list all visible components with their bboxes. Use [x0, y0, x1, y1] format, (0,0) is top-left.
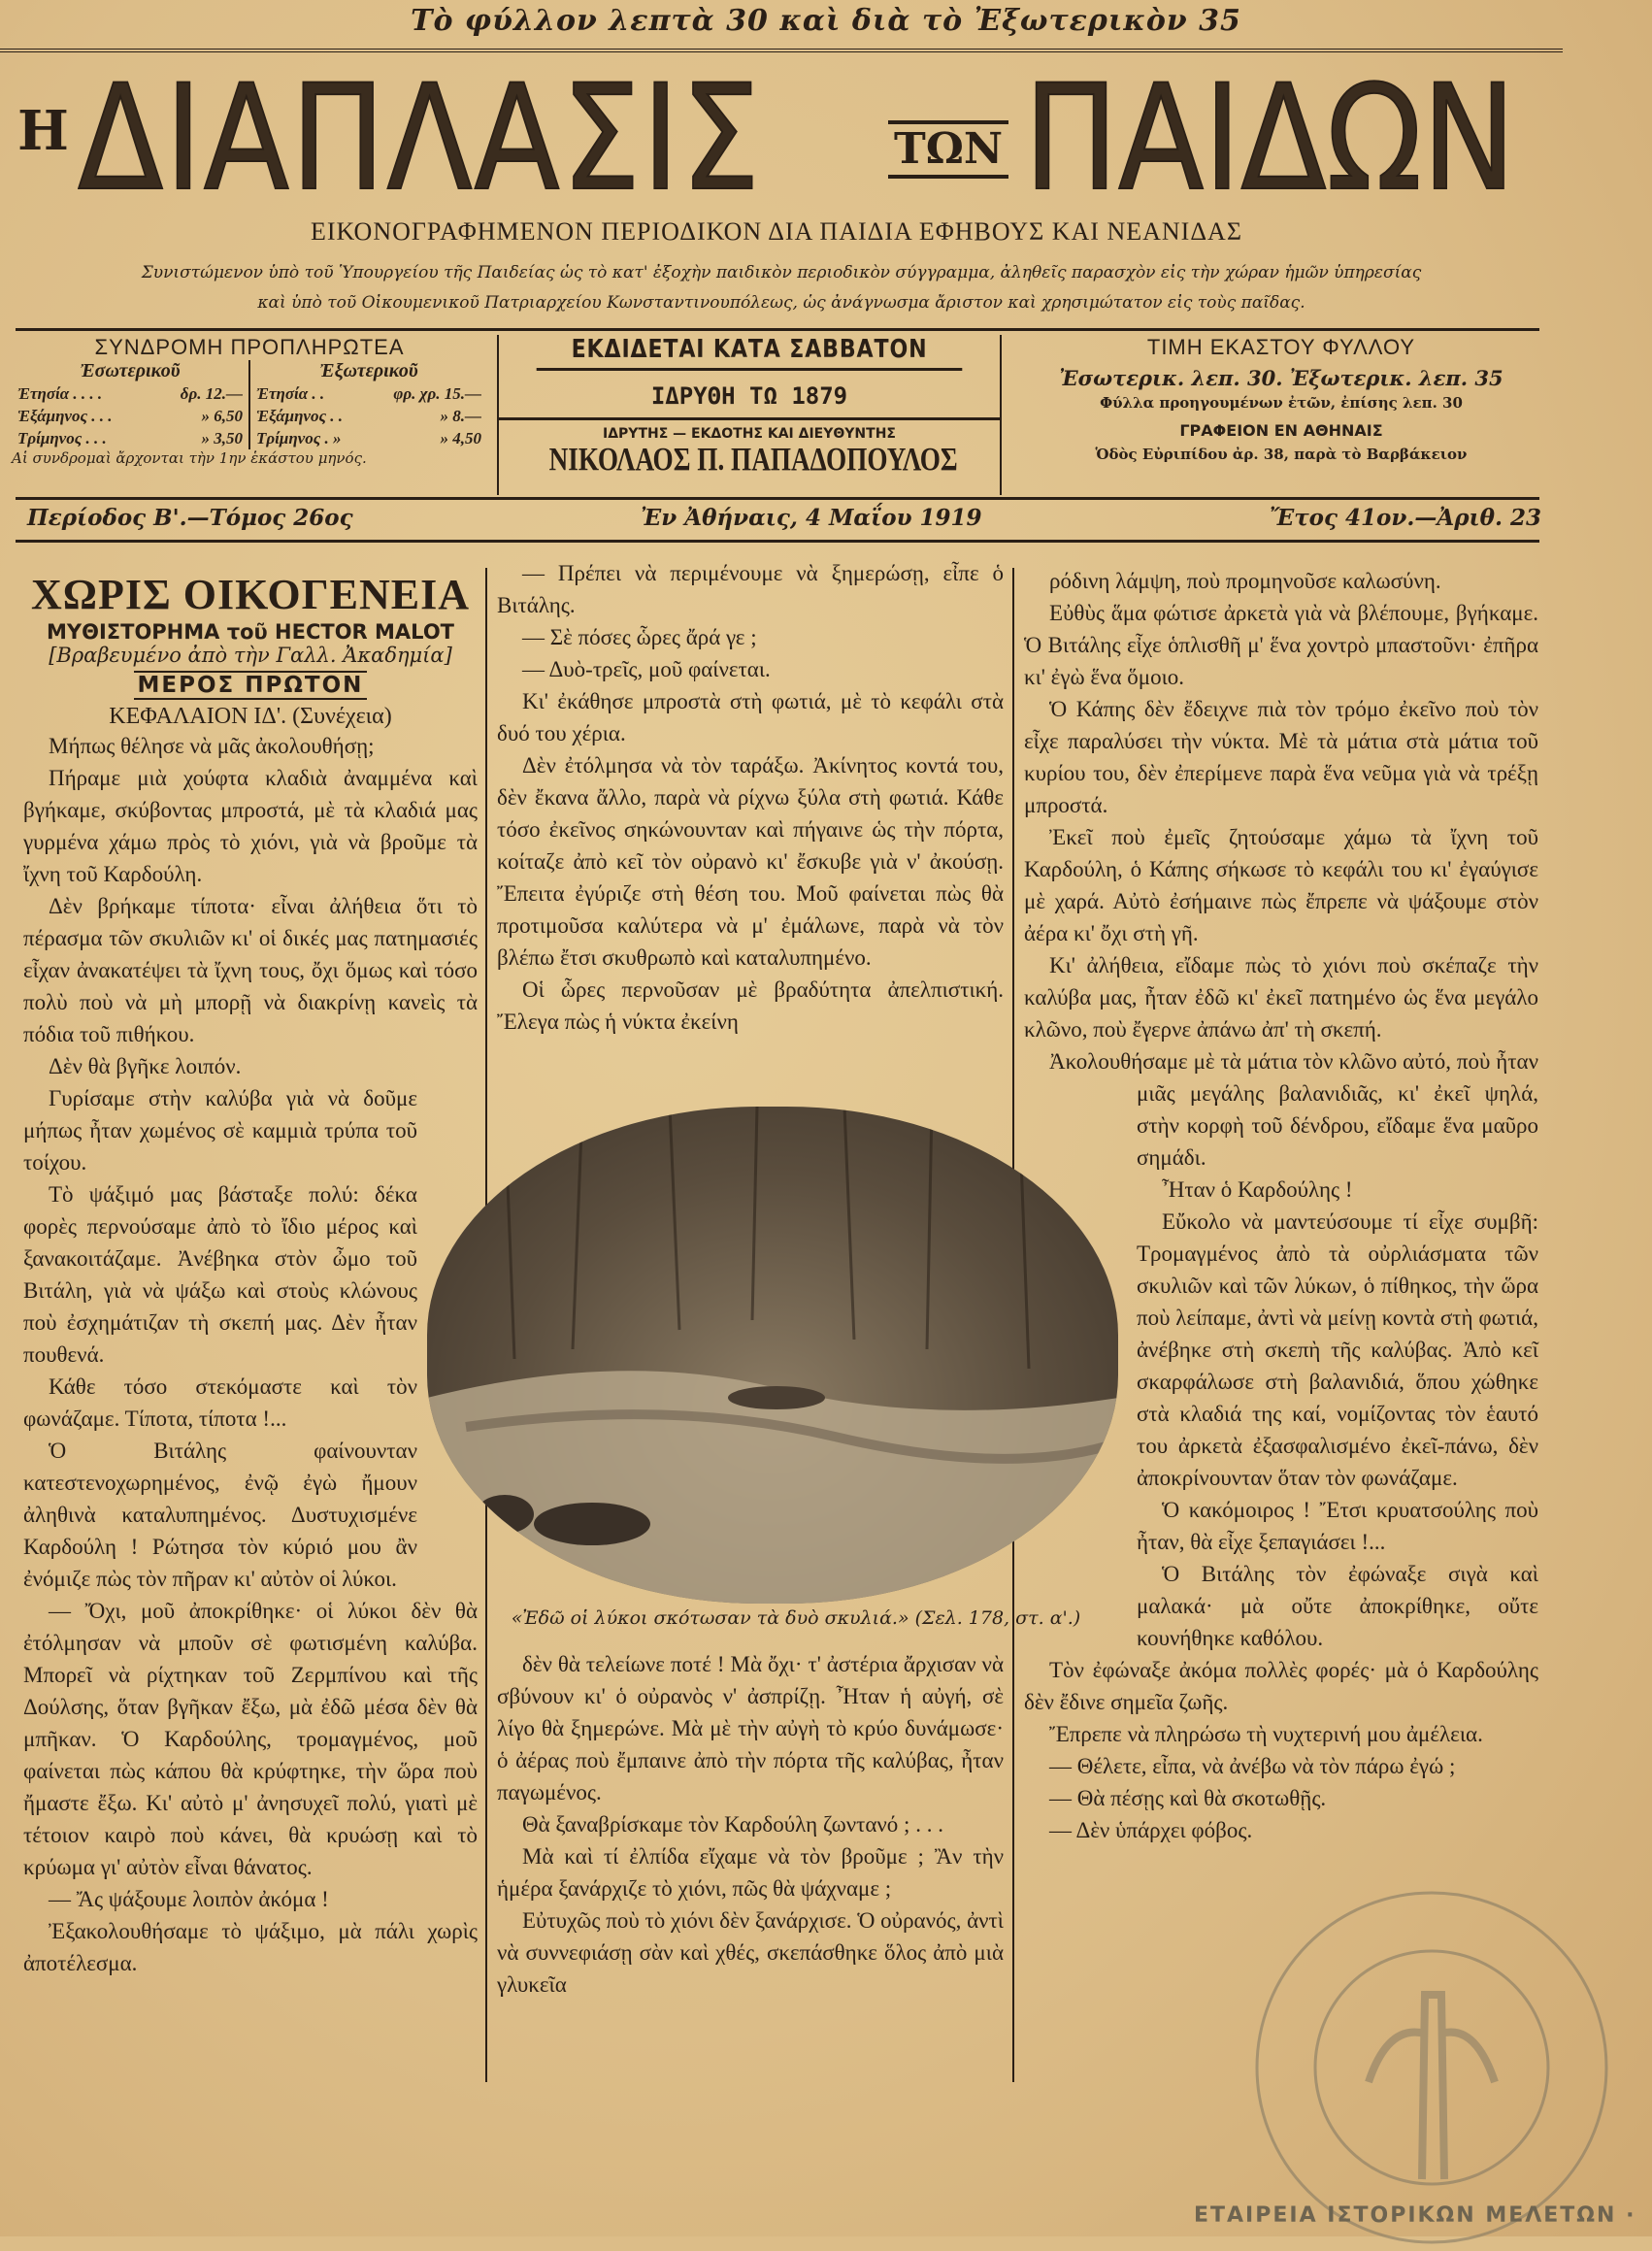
subscription-heading: ΣΥΝΔΡΟΜΗ ΠΡΟΠΛΗΡΩΤΕΑ	[94, 335, 405, 359]
price: » 3,50	[201, 429, 243, 447]
archive-stamp	[1252, 1888, 1611, 2247]
paragraph: Πήραμε μιὰ χούφτα κλαδιὰ ἀναμμένα καὶ βγήκαμε, σκύβοντας μπροστά, μὲ τὰ κλαδιά μας γυρμένα χάμω πρὸς τὸ χιόνι, γιὰ νὰ βροῦμε τὰ ἴχνη τοῦ Καρδούλη.	[23, 766, 478, 886]
wolves-illustration	[427, 1107, 1118, 1604]
price-box	[1009, 335, 1553, 495]
paragraph: Εὐθὺς ἅμα φώτισε ἀρκετὰ γιὰ νὰ βλέπουμε, βγήκαμε. Ὁ Βιτάλης εἶχε ὁπλισθῆ μ' ἕνα χοντρὸ μπαστοῦνι· ἐπῆρα κι' ἐγὼ ἕνα ὅμοιο.	[1024, 601, 1538, 689]
period: Ἐτησία . . . .	[17, 384, 103, 403]
paragraph: — Ἄς ψάξουμε λοιπὸν ἀκόμα !	[49, 1887, 329, 1911]
period: Τρίμηνος . »	[256, 429, 342, 447]
approval-line: καὶ ὑπὸ τοῦ Οἰκουμενικοῦ Πατριαρχείου Κωνσταντινουπόλεως, ὡς ἀνάγνωσμα ἄριστον καὶ χρησιμώτατον εἰς τοὺς παῖδας.	[257, 293, 1305, 313]
office-address: Ὁδὸς Εὐριπίδου ἀρ. 38, παρὰ τὸ Βαρβάκειον	[1095, 446, 1468, 463]
paragraph: Τὸ ψάξιμό μας βάσταξε πολύ: δέκα φορὲς περνούσαμε ἀπὸ τὸ ἴδιο μέρος καὶ ξανακοιτάζαμε. Ἀνέβηκα στὸν ὦμο τοῦ Βιτάλη, γιὰ νὰ ψάξω καὶ στοὺς κλώνους ποὺ ἐσχημάτιζαν τὴ σκεπή μας. Δὲν ἦταν πουθενά.	[23, 1182, 417, 1367]
article-award: [Βραβευμένο ἀπὸ τὴν Γαλλ. Ἀκαδημία]	[49, 644, 452, 667]
paragraph: Οἱ ὧρες περνοῦσαν μὲ βραδύτητα ἀπελπιστική. Ἔλεγα πὼς ἡ νύκτα ἐκείνη	[497, 977, 1004, 1034]
paragraph: Μὰ καὶ τί ἐλπίδα εἴχαμε νὰ τὸν βροῦμε ; Ἂν τὴν ἡμέρα ξανάρχιζε τὸ χιόνι, πῶς θὰ ψάχναμε ;	[497, 1844, 1004, 1901]
illustration-caption: «Ἐδῶ οἱ λύκοι σκότωσαν τὰ δυὸ σκυλιά.» (Σελ. 178, στ. α'.)	[511, 1607, 1081, 1629]
subtitle: ΕΙΚΟΝΟΓΡΑΦΗΜΕΝΟΝ ΠΕΡΙΟΔΙΚΟΝ ΔΙΑ ΠΑΙΔΙΑ ΕΦΗΒΟΥΣ ΚΑΙ ΝΕΑΝΙΔΑΣ	[311, 217, 1242, 246]
archive-seal-icon	[1252, 1888, 1611, 2247]
paragraph: Ὁ Κάπης δὲν ἔδειχνε πιὰ τὸν τρόμο ἐκεῖνο ποὺ τὸν εἶχε παραλύσει τὴν νύκτα. Μὲ τὰ μάτια στὰ μάτια τοῦ κυρίου του, δὲν ἐπερίμενε παρὰ ἕνα νεῦμα γιὰ νὰ τρέξῃ μπροστά.	[1024, 697, 1538, 817]
subscription-box	[12, 335, 487, 495]
approval-line: Συνιστώμενον ὑπὸ τοῦ Ὑπουργείου τῆς Παιδείας ὡς τὸ κατ' ἐξοχὴν παιδικὸν περιοδικὸν σύγγραμμα, ἀληθεῖς παρασχὸν εἰς τὴν χώραν ἡμῶν ὑπηρεσίας	[141, 263, 1422, 282]
divider	[16, 540, 1539, 543]
period: Ἑξάμηνος . . .	[17, 407, 113, 425]
price: » 6,50	[201, 407, 243, 425]
paragraph: δὲν θὰ τελείωνε ποτέ ! Μὰ ὄχι· τ' ἀστέρια ἄρχισαν νὰ σβύνουν κι' ὁ οὐρανὸς ν' ἀσπρίζῃ. Ἦταν ἡ αὐγή, σὲ λίγο θὰ ξημερώνε. Μὰ μὲ τὴν αὐγὴ τὸ κρύο δυνάμωσε· ὁ ἀέρας ποὺ ἔμπαινε ἀπὸ τὴν πόρτα τῆς καλύβας, ἦταν παγωμένος.	[497, 1652, 1004, 1804]
price: » 4,50	[440, 429, 481, 447]
divider	[16, 328, 1539, 331]
publisher-box	[497, 335, 1002, 495]
publication-day: ΕΚΔΙΔΕΤΑΙ ΚΑΤΑ ΣΑΒΒΑΤΟΝ	[537, 335, 963, 371]
article-byline: ΜΥΘΙΣΤΟΡΗΜΑ τοῦ HECTOR MALOT	[47, 620, 454, 644]
period: Ἐτησία . .	[256, 384, 325, 403]
paragraph: Δὲν θὰ βγῆκε λοιπόν.	[49, 1054, 242, 1078]
paragraph: Ὁ Βιτάλης φαίνουνταν κατεστενοχωρημένος, ἐνῷ ἐγὼ ἤμουν ἀληθινὰ καταλυπημένος. Δυστυχισμένε Καρδούλη ! Ρώτησα τὸν κύριό μου ἂν ἐνόμιζε πὼς τὸν πῆραν κι' αὐτὸν οἱ λύκοι.	[23, 1439, 417, 1591]
founded-year: ΙΔΡΥΘΗ ΤΩ 1879	[499, 382, 1000, 420]
period: Τρίμηνος . . .	[17, 429, 107, 447]
year-number: Ἔτος 41ον.—Ἀριθ. 23	[1270, 505, 1541, 531]
price: δρ. 12.—	[180, 384, 243, 403]
article-column-3	[1024, 565, 1538, 1846]
paragraph: — Δὲν ὑπάρχει φόβος.	[1049, 1818, 1253, 1842]
period-volume: Περίοδος Β'.—Τόμος 26ος	[27, 505, 353, 531]
paragraph: Κι' ἀλήθεια, εἴδαμε πὼς τὸ χιόνι ποὺ σκέπαζε τὴν καλύβα μας, ἦταν ἐδῶ κι' ἐκεῖ πατημένο ὡς ἕνα μεγάλο κλῶνο, ποὺ ἔγερνε ἀπάνω ἀπ' τὴ σκεπή.	[1024, 953, 1538, 1042]
masthead-word: ΤΩΝ	[888, 120, 1008, 179]
paragraph: Ἐκεῖ ποὺ ἐμεῖς ζητούσαμε χάμω τὰ ἴχνη τοῦ Καρδούλη, ὁ Κάπης σήκωσε τὸ κεφάλι του κι' ἐγαύγισε μὲ χαρά. Αὐτὸ ἐσήμαινε πὼς ἔπρεπε νὰ ψάξουμε στὸν ἀέρα κι' ὄχι στὴ γῆ.	[1024, 825, 1538, 945]
subscription-table	[12, 360, 487, 449]
paragraph: Δὲν ἐτόλμησα νὰ τὸν ταράξω. Ἀκίνητος κοντά του, δὲν ἔκανα ἄλλο, παρὰ νὰ ρίχνω ξύλα στὴ φωτιά. Κάθε τόσο ἐκεῖνος σηκώνουνταν καὶ πήγαινε ὡς τὴν πόρτα, κοίταζε ἀπὸ κεῖ τὸν οὐρανὸ κι' ἔσκυβε γιὰ ν' ἀκούσῃ. Ἔπειτα ἐγύριζε στὴ θέση του. Μοῦ φαίνεται πὼς θὰ προτιμοῦσα καλύτερα νὰ μ' ἐμάλωνε, παρὰ νὰ τὸν βλέπω ἔτσι σκυθρωπὸ καὶ καταλυπημένο.	[497, 753, 1004, 970]
paragraph: Τὸν ἐφώναξε ἀκόμα πολλὲς φορές· μὰ ὁ Καρδούλης δὲν ἔδινε σημεῖα ζωῆς.	[1024, 1658, 1538, 1714]
paragraph: Ἐξακολουθήσαμε τὸ ψάξιμο, μὰ πάλι χωρὶς ἀποτέλεσμα.	[23, 1919, 478, 1975]
article-chapter: ΚΕΦΑΛΑΙΟΝ ΙΔ'. (Συνέχεια)	[109, 704, 392, 729]
paragraph: Κι' ἐκάθησε μπροστὰ στὴ φωτιά, μὲ τὸ κεφάλι στὰ δυό του χέρια.	[497, 689, 1004, 745]
period: Ἑξάμηνος . .	[256, 407, 344, 425]
masthead-word: ΠΑΙΔΩΝ	[1024, 54, 1516, 223]
subscription-note: Αἱ συνδρομαὶ ἄρχονται τὴν 1ην ἑκάστου μηνός.	[12, 449, 367, 467]
article-column-2-top	[497, 557, 1004, 1038]
forest-wolves-engraving	[427, 1107, 1118, 1604]
price-line: Ἐσωτερικ. λεπ. 30. Ἐξωτερικ. λεπ. 35	[1059, 366, 1503, 390]
issue-date: Ἐν Ἀθήναις, 4 Μαΐου 1919	[641, 505, 982, 531]
paragraph: — Θέλετε, εἶπα, νὰ ἀνέβω νὰ τὸν πάρω ἐγώ ;	[1049, 1754, 1456, 1778]
foreign-label: Ἐξωτερικοῦ	[319, 360, 418, 381]
paragraph: Γυρίσαμε στὴν καλύβα γιὰ νὰ δοῦμε μήπως ἦταν χωμένος σὲ καμμιὰ τρύπα τοῦ τοίχου.	[23, 1086, 417, 1175]
paragraph: ρόδινη λάμψη, ποὺ προμηνοῦσε καλωσύνη.	[1049, 569, 1441, 593]
divider	[16, 497, 1539, 500]
paragraph: Εὔκολο νὰ μαντεύσουμε τί εἶχε συμβῆ: Τρομαγμένος ἀπὸ τὰ οὐρλιάσματα τῶν σκυλιῶν καὶ τῶν λύκων, ὁ πίθηκος, τὴν ὥρα ποὺ λείπαμε, ἀντὶ νὰ μείνῃ κοντὰ στὴ φωτιά, ἀνέβηκε στὴ σκεπὴ τῆς καλύβας. Ἀπὸ κεῖ σκαρφάλωσε στὴ βαλανιδιά, ὅπου χώθηκε στὰ κλαδιά της καί, νομίζοντας τὸν ἑαυτό του ἀρκετὰ ἐξασφαλισμένο ἐκεῖ-πάνω, δὲν ἀποκρίνουνταν ὅταν τὸν φωνάζαμε.	[1137, 1209, 1538, 1490]
back-issues-price: Φύλλα προηγουμένων ἐτῶν, ἐπίσης λεπ. 30	[1100, 394, 1463, 412]
paragraph: Ἀκολουθήσαμε μὲ τὰ μάτια τὸν κλῶνο αὐτό, ποὺ ἦταν μιᾶς μεγάλης βαλανιδιᾶς, κι' ἐκεῖ ψηλά, στὴν κορφὴ τοῦ δένδρου, εἴδαμε ἕνα μαῦρο σημάδι.	[1049, 1049, 1538, 1170]
price: φρ. χρ. 15.—	[393, 384, 481, 403]
paragraph: Ὁ κακόμοιρος ! Ἔτσι κρυατσούλης ποὺ ἦταν, θὰ εἶχε ξεπαγιάσει !...	[1137, 1498, 1538, 1554]
publisher-name: ΝΙΚΟΛΑΟΣ Π. ΠΑΠΑΔΟΠΟΥΛΟΣ	[548, 442, 958, 478]
paragraph: Ἦταν ὁ Καρδούλης !	[1162, 1177, 1353, 1202]
paragraph: Δὲν βρήκαμε τίποτα· εἶναι ἀλήθεια ὅτι τὸ πέρασμα τῶν σκυλιῶν κι' οἱ δικές μας πατημασιές εἶχαν ἀνακατέψει τὰ ἴχνη τους, ὄχι ὅμως καὶ τόσο πολὺ ποὺ νὰ μὴ μπορῇ νὰ διακρίνῃ κανεὶς τὰ πόδια τοῦ πιθήκου.	[23, 894, 478, 1046]
article-column-1	[23, 570, 478, 1979]
article-part: ΜΕΡΟΣ ΠΡΩΤΟΝ	[134, 671, 367, 700]
price: » 8.—	[440, 407, 481, 425]
paragraph: — Ὄχι, μοῦ ἀποκρίθηκε· οἱ λύκοι δὲν θὰ ἐτόλμησαν νὰ μποῦν σὲ φωτισμένη καλύβα. Μπορεῖ νὰ ρίχτηκαν τοῦ Ζερμπίνου καὶ τῆς Δούλσης, ὅταν βγῆκαν ἔξω, μὰ ἐδῶ μέσα δὲν θὰ μπῆκαν. Ὁ Καρδούλης, τρομαγμένος, μοῦ φαίνεται πὼς κάπου θὰ κρύφτηκε, τὴν ὥρα ποὺ ἤμαστε ἔξω. Κι' αὐτὸ μ' ἀνησυχεῖ πολύ, γιατὶ μὲ τέτοιον καιρὸ ποὺ κάνει, θὰ κρυώσῃ καὶ τὸ κρύωμα γι' αὐτὸν εἶναι θάνατος.	[23, 1599, 478, 1879]
publisher-role: ΙΔΡΥΤΗΣ — ΕΚΔΟΤΗΣ ΚΑΙ ΔΙΕΥΘΥΝΤΗΣ	[603, 426, 896, 442]
paragraph: — Θὰ πέσῃς καὶ θὰ σκοτωθῇς.	[1049, 1786, 1327, 1810]
dateline	[27, 505, 1541, 531]
paragraph: — Σὲ πόσες ὧρες ἄρά γε ;	[522, 625, 757, 649]
masthead-article: Η	[17, 99, 69, 163]
price-heading: ΤΙΜΗ ΕΚΑΣΤΟΥ ΦΥΛΛΟΥ	[1146, 335, 1416, 359]
top-price-banner: Τὸ φύλλον λεπτὰ 30 καὶ διὰ τὸ Ἐξωτερικὸν 35	[411, 4, 1241, 38]
office-heading: ΓΡΑΦΕΙΟΝ ΕΝ ΑΘΗΝΑΙΣ	[1179, 421, 1383, 440]
paragraph: — Δυὸ-τρεῖς, μοῦ φαίνεται.	[522, 657, 771, 681]
stamp-text: ΕΤΑΙΡΕΙΑ ΙΣΤΟΡΙΚΩΝ ΜΕΛΕΤΩΝ ·	[1194, 2203, 1636, 2228]
paragraph: Ὁ Βιτάλης τὸν ἐφώναξε σιγὰ καὶ μαλακά· μὰ οὔτε ἀποκρίθηκε, οὔτε κουνήθηκε καθόλου.	[1137, 1562, 1538, 1650]
masthead-logo	[10, 54, 1563, 225]
article-column-2-bottom	[497, 1648, 1004, 2001]
article-title: ΧΩΡΙΣ ΟΙΚΟΓΕΝΕΙΑ	[30, 571, 471, 618]
approval-text	[10, 258, 1553, 318]
paragraph: Κάθε τόσο στεκόμαστε καὶ τὸν φωνάζαμε. Τίποτα, τίποτα !...	[23, 1374, 417, 1431]
paragraph: Μήπως θέλησε νὰ μᾶς ἀκολουθήσῃ;	[49, 734, 375, 758]
paragraph: — Πρέπει νὰ περιμένουμε νὰ ξημερώσῃ, εἶπε ὁ Βιτάλης.	[497, 561, 1004, 617]
domestic-label: Ἐσωτερικοῦ	[80, 360, 181, 381]
masthead-word: ΔΙΑΠΛΑΣΙΣ	[78, 54, 762, 223]
paragraph: Ἔπρεπε νὰ πληρώσω τὴ νυχτερινή μου ἀμέλεια.	[1049, 1722, 1483, 1746]
paragraph: Εὐτυχῶς ποὺ τὸ χιόνι δὲν ξανάρχισε. Ὁ οὐρανός, ἀντὶ νὰ συννεφιάσῃ σὰν καὶ χθές, σκεπάσθηκε ὅλος ἀπὸ μιὰ γλυκεῖα	[497, 1908, 1004, 1997]
paragraph: Θὰ ξαναβρίσκαμε τὸν Καρδούλη ζωντανό ; . . .	[522, 1812, 943, 1837]
